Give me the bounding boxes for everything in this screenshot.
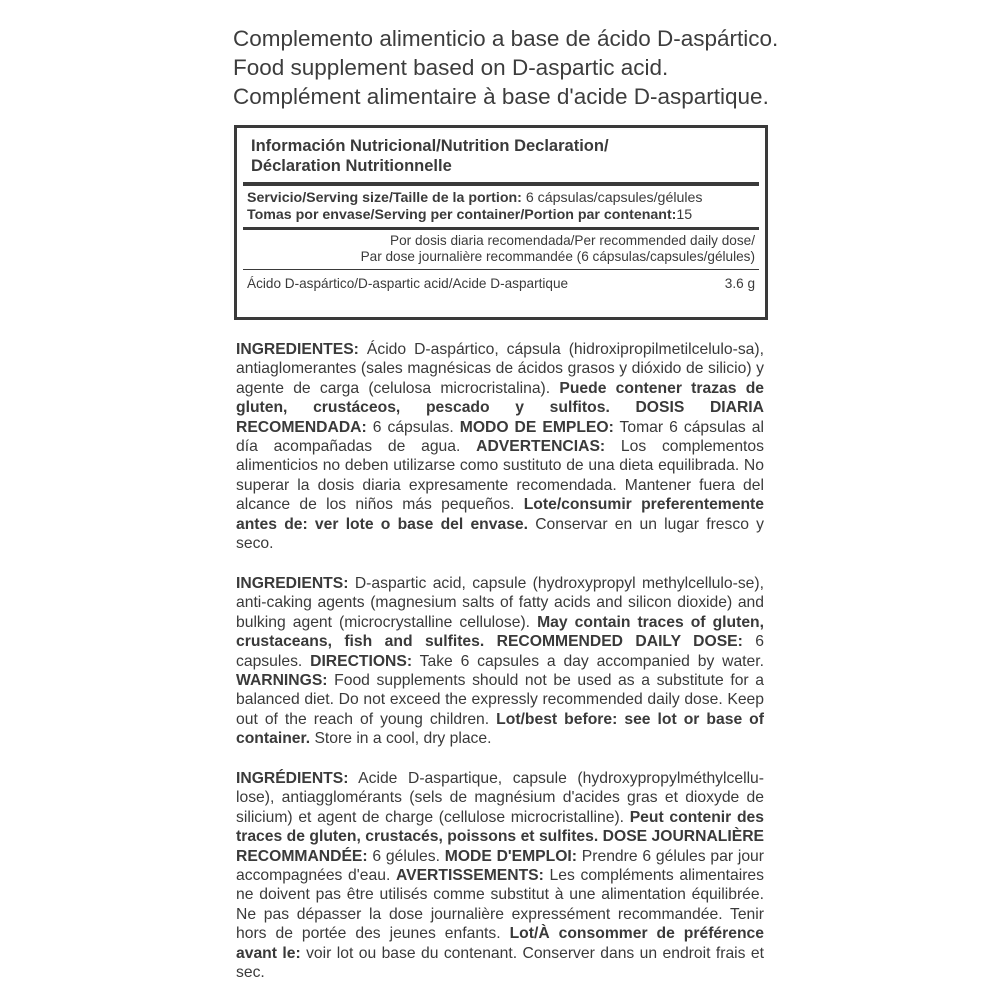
serving-size-label: Servicio/Serving size/Taille de la portion:: [247, 190, 522, 206]
ingredients-text: Ácido D-aspártico, cápsula (hidroxipropilmetilcelulo-sa), antiaglomerantes (sales magnésicas de ácidos grasos y dióxido de silicio) y agente de carga (celulosa microcristalina).: [236, 341, 764, 397]
product-description: [233, 24, 973, 111]
ingredients-label: INGREDIENTS:: [236, 575, 349, 592]
nutrient-row: [243, 270, 759, 292]
nutrition-title-line2: Déclaration Nutritionnelle: [251, 157, 452, 175]
nutrition-table: [234, 125, 768, 320]
ingredients-label: INGRÉDIENTS:: [236, 770, 349, 787]
directions-label: MODE D'EMPLOI:: [444, 847, 578, 865]
dose-text: 6 capsules.: [236, 633, 764, 670]
warnings-text: Food supplements should not be used as a substitute for a balanced diet. Do not exceed the expressly recommended daily dose. Keep out of the reach of young children.: [236, 672, 764, 728]
servings-per-container: [247, 207, 755, 224]
description-fr: Complément alimentaire à base d'acide D-aspartique.: [233, 84, 769, 109]
warnings-label: AVERTISSEMENTS:: [395, 867, 544, 885]
lot-label: Lot/À consommer de préférence avant le:: [236, 925, 765, 962]
directions-text: Take 6 capsules a day accompanied by water.: [412, 652, 764, 670]
storage-text: Store in a cool, dry place.: [310, 730, 492, 748]
directions-label: MODO DE EMPLEO:: [459, 418, 614, 436]
warnings-text: Los complementos alimenticios no deben utilizarse como sustituto de una dieta equilibrada. No superar la dosis diaria expresamente recomendada. Mantener fuera del alcance de los niños más pequeños.: [236, 438, 764, 514]
nutrient-name: Ácido D-aspártico/D-aspartic acid/Acide D-aspartique: [247, 276, 569, 291]
dose-header-line2: Par dose journalière recommandée (6 cápsulas/capsules/gélules): [360, 249, 755, 264]
warnings-label: WARNINGS:: [236, 672, 328, 690]
warnings-text: Les compléments alimentaires ne doivent pas être utilisés comme substitut à une alimentation équilibrée. Ne pas dépasser la dose journalière expressément recommandée. Tenir hors de portée des jeunes enfants.: [236, 867, 764, 943]
servings-label: Tomas por envase/Serving per container/Portion par contenant:: [247, 207, 677, 223]
description-es: Complemento alimenticio a base de ácido D-aspártico.: [233, 26, 779, 51]
nutrient-amount: 3.6 g: [724, 276, 755, 291]
serving-info: [243, 186, 759, 230]
servings-value: 15: [676, 207, 693, 223]
serving-size-value: 6 cápsulas/capsules/gélules: [521, 190, 703, 206]
lot-label: Lote/consumir preferentemente antes de: ver lote o base del envase.: [236, 496, 764, 533]
allergen-warning: Peut contenir des traces de gluten, crustacés, poissons et sulfites. DOSE JOURNALIÈRE RECOMMANDÉE:: [236, 808, 764, 865]
allergen-warning: May contain traces of gluten, crustaceans, fish and sulfites. RECOMMENDED DAILY DOSE:: [236, 613, 764, 651]
dose-header-line1: Por dosis diaria recomendada/Per recommended daily dose/: [390, 233, 755, 248]
allergen-warning: Puede contener trazas de gluten, crustáceos, pescado y sulfitos. DOSIS DIARIA RECOMENDADA:: [236, 379, 765, 436]
warnings-label: ADVERTENCIAS:: [476, 438, 606, 456]
dose-text: 6 cápsulas.: [366, 418, 460, 436]
storage-text: Conservar en un lugar fresco y seco.: [236, 515, 764, 553]
nutrition-title: [243, 136, 759, 186]
description-en: Food supplement based on D-aspartic acid.: [233, 55, 669, 80]
label-text-fr: [236, 769, 764, 982]
nutrition-title-line1: Información Nutricional/Nutrition Declaration/: [251, 137, 609, 155]
ingredients-text: D-aspartic acid, capsule (hydroxypropyl methylcellulo-se), anti-caking agents (magnesium salts of fatty acids and silicon dioxide) and bulking agent (microcrystalline cellulose).: [236, 575, 764, 631]
ingredients-text: Acide D-aspartique, capsule (hydroxypropylméthylcellu-lose), antiagglomérants (sels de magnésium d'acides gras et dioxyde de silicium) et agent de charge (cellulose microcristalline).: [236, 770, 764, 826]
ingredients-label: INGREDIENTES:: [236, 341, 359, 358]
dose-text: 6 gélules.: [367, 847, 445, 865]
label-text-en: [236, 574, 764, 749]
lot-label: Lot/best before: see lot or base of container.: [236, 710, 764, 748]
serving-size: [247, 190, 755, 207]
storage-text: voir lot ou base du contenant. Conserver dans un endroit frais et sec.: [236, 944, 764, 982]
directions-label: DIRECTIONS:: [310, 652, 413, 670]
dose-header: [243, 230, 759, 270]
directions-text: Tomar 6 cápsulas al día acompañadas de agua.: [236, 418, 764, 456]
directions-text: Prendre 6 gélules par jour accompagnées d'eau.: [236, 847, 764, 885]
label-text-es: [236, 340, 764, 553]
